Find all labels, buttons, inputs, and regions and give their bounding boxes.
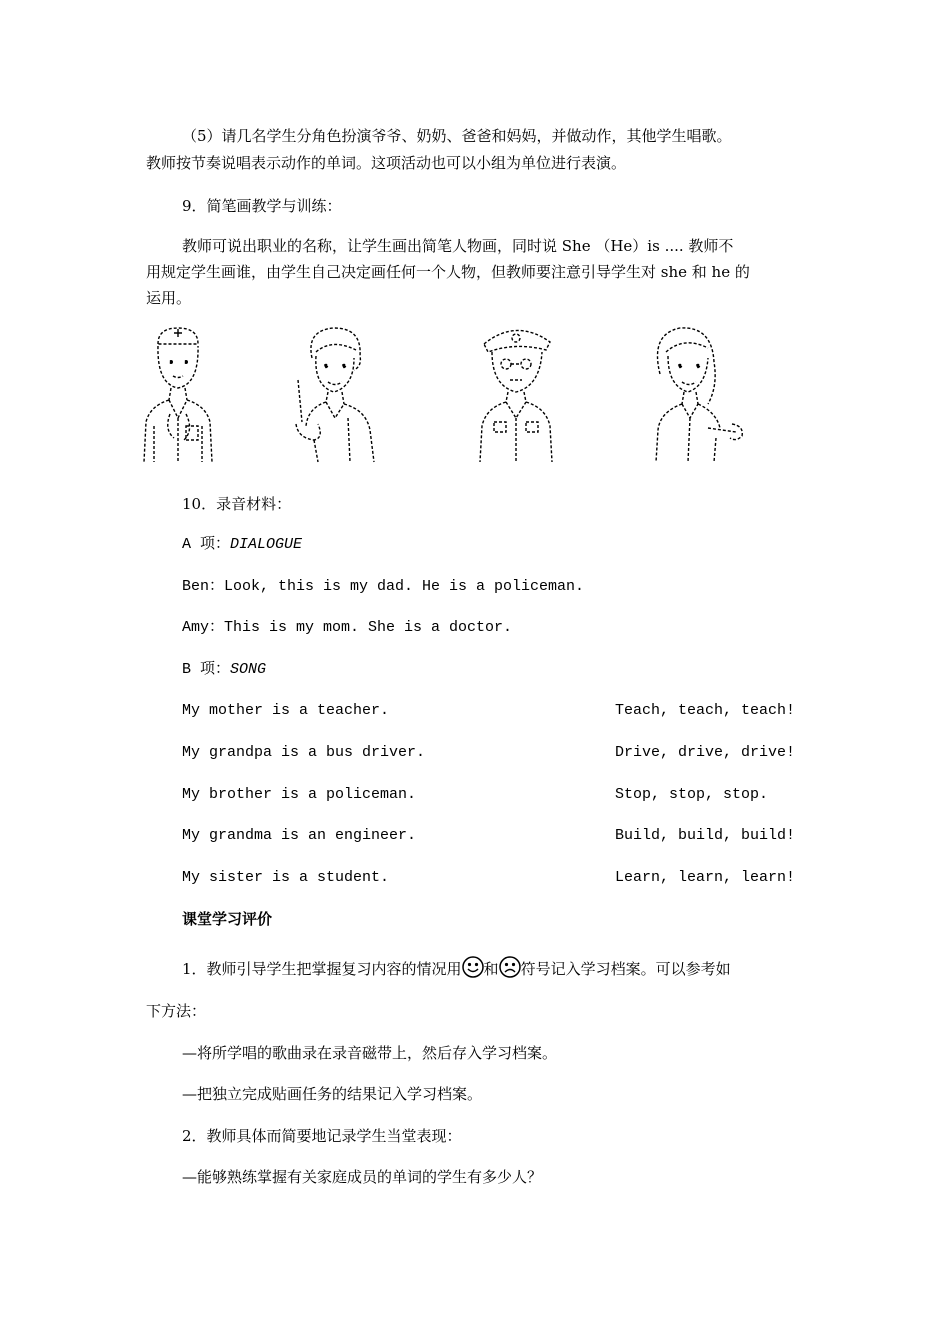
section-b-label: B 项：	[182, 661, 231, 678]
section-a-heading	[182, 535, 302, 555]
evaluation-item-1-and: 和	[483, 960, 499, 978]
song-line-left: My brother is a policeman.	[182, 786, 417, 803]
song-line	[182, 868, 796, 888]
song-line	[182, 701, 796, 721]
doctor-icon	[140, 322, 220, 470]
paragraph-5-line-2: 教师按节奏说唱表示动作的单词。这项活动也可以小组为单位进行表演。	[146, 154, 627, 172]
sad-face-icon	[499, 956, 521, 978]
evaluation-item-1-text: 1．教师引导学生把掌握复习内容的情况用	[182, 960, 462, 978]
section-b-heading	[182, 660, 266, 680]
song-line-right: Stop, stop, stop.	[615, 786, 769, 803]
engineer-icon	[646, 322, 750, 470]
dialogue-line: Ben：Look, this is my dad. He is a policeman.	[182, 578, 585, 595]
evaluation-item-2-bullet-1: —能够熟练掌握有关家庭成员的单词的学生有多少人？	[182, 1168, 543, 1186]
song-line	[182, 826, 796, 846]
paragraph-5-line-1: （5）请几名学生分角色扮演爷爷、奶奶、爸爸和妈妈，并做动作，其他学生唱歌。	[182, 127, 732, 145]
evaluation-item-1	[182, 956, 731, 979]
smiley-face-icon	[462, 956, 484, 978]
stick-figure-illustrations	[140, 322, 780, 470]
section-b-title: SONG	[230, 661, 267, 678]
item-9-title: 9．简笔画教学与训练：	[182, 197, 342, 215]
evaluation-bullet-1: —将所学唱的歌曲录在录音磁带上，然后存入学习档案。	[182, 1044, 558, 1062]
evaluation-heading: 课堂学习评价	[182, 910, 273, 928]
evaluation-item-2: 2．教师具体而简要地记录学生当堂表现：	[182, 1127, 462, 1145]
song-line-left: My mother is a teacher.	[182, 702, 390, 719]
policeman-icon	[472, 322, 560, 470]
teacher-icon	[288, 322, 380, 470]
song-line-right: Build, build, build!	[615, 827, 796, 844]
item-9-line-3: 运用。	[146, 289, 192, 307]
item-9-line-1: 教师可说出职业的名称，让学生画出简笔人物画，同时说 She （He）is .... 教师不	[182, 237, 734, 255]
evaluation-item-1-line-2: 下方法：	[146, 1002, 207, 1020]
song-line-left: My grandpa is a bus driver.	[182, 744, 426, 761]
item-9-line-2: 用规定学生画谁，由学生自己决定画任何一个人物，但教师要注意引导学生对 she 和 he 的	[146, 263, 750, 281]
dialogue-line: Amy：This is my mom. She is a doctor.	[182, 619, 513, 636]
song-line-right: Learn, learn, learn!	[615, 869, 796, 886]
song-line-right: Teach, teach, teach!	[615, 702, 796, 719]
song-line-left: My sister is a student.	[182, 869, 390, 886]
song-line	[182, 743, 796, 763]
evaluation-bullet-2: —把独立完成贴画任务的结果记入学习档案。	[182, 1085, 483, 1103]
evaluation-item-1-text-end: 符号记入学习档案。可以参考如	[520, 960, 731, 978]
section-a-title: DIALOGUE	[230, 536, 303, 553]
item-10-title: 10．录音材料：	[182, 495, 292, 513]
song-line-right: Drive, drive, drive!	[615, 744, 796, 761]
song-line-left: My grandma is an engineer.	[182, 827, 417, 844]
song-line	[182, 785, 782, 805]
section-a-label: A 项：	[182, 536, 231, 553]
